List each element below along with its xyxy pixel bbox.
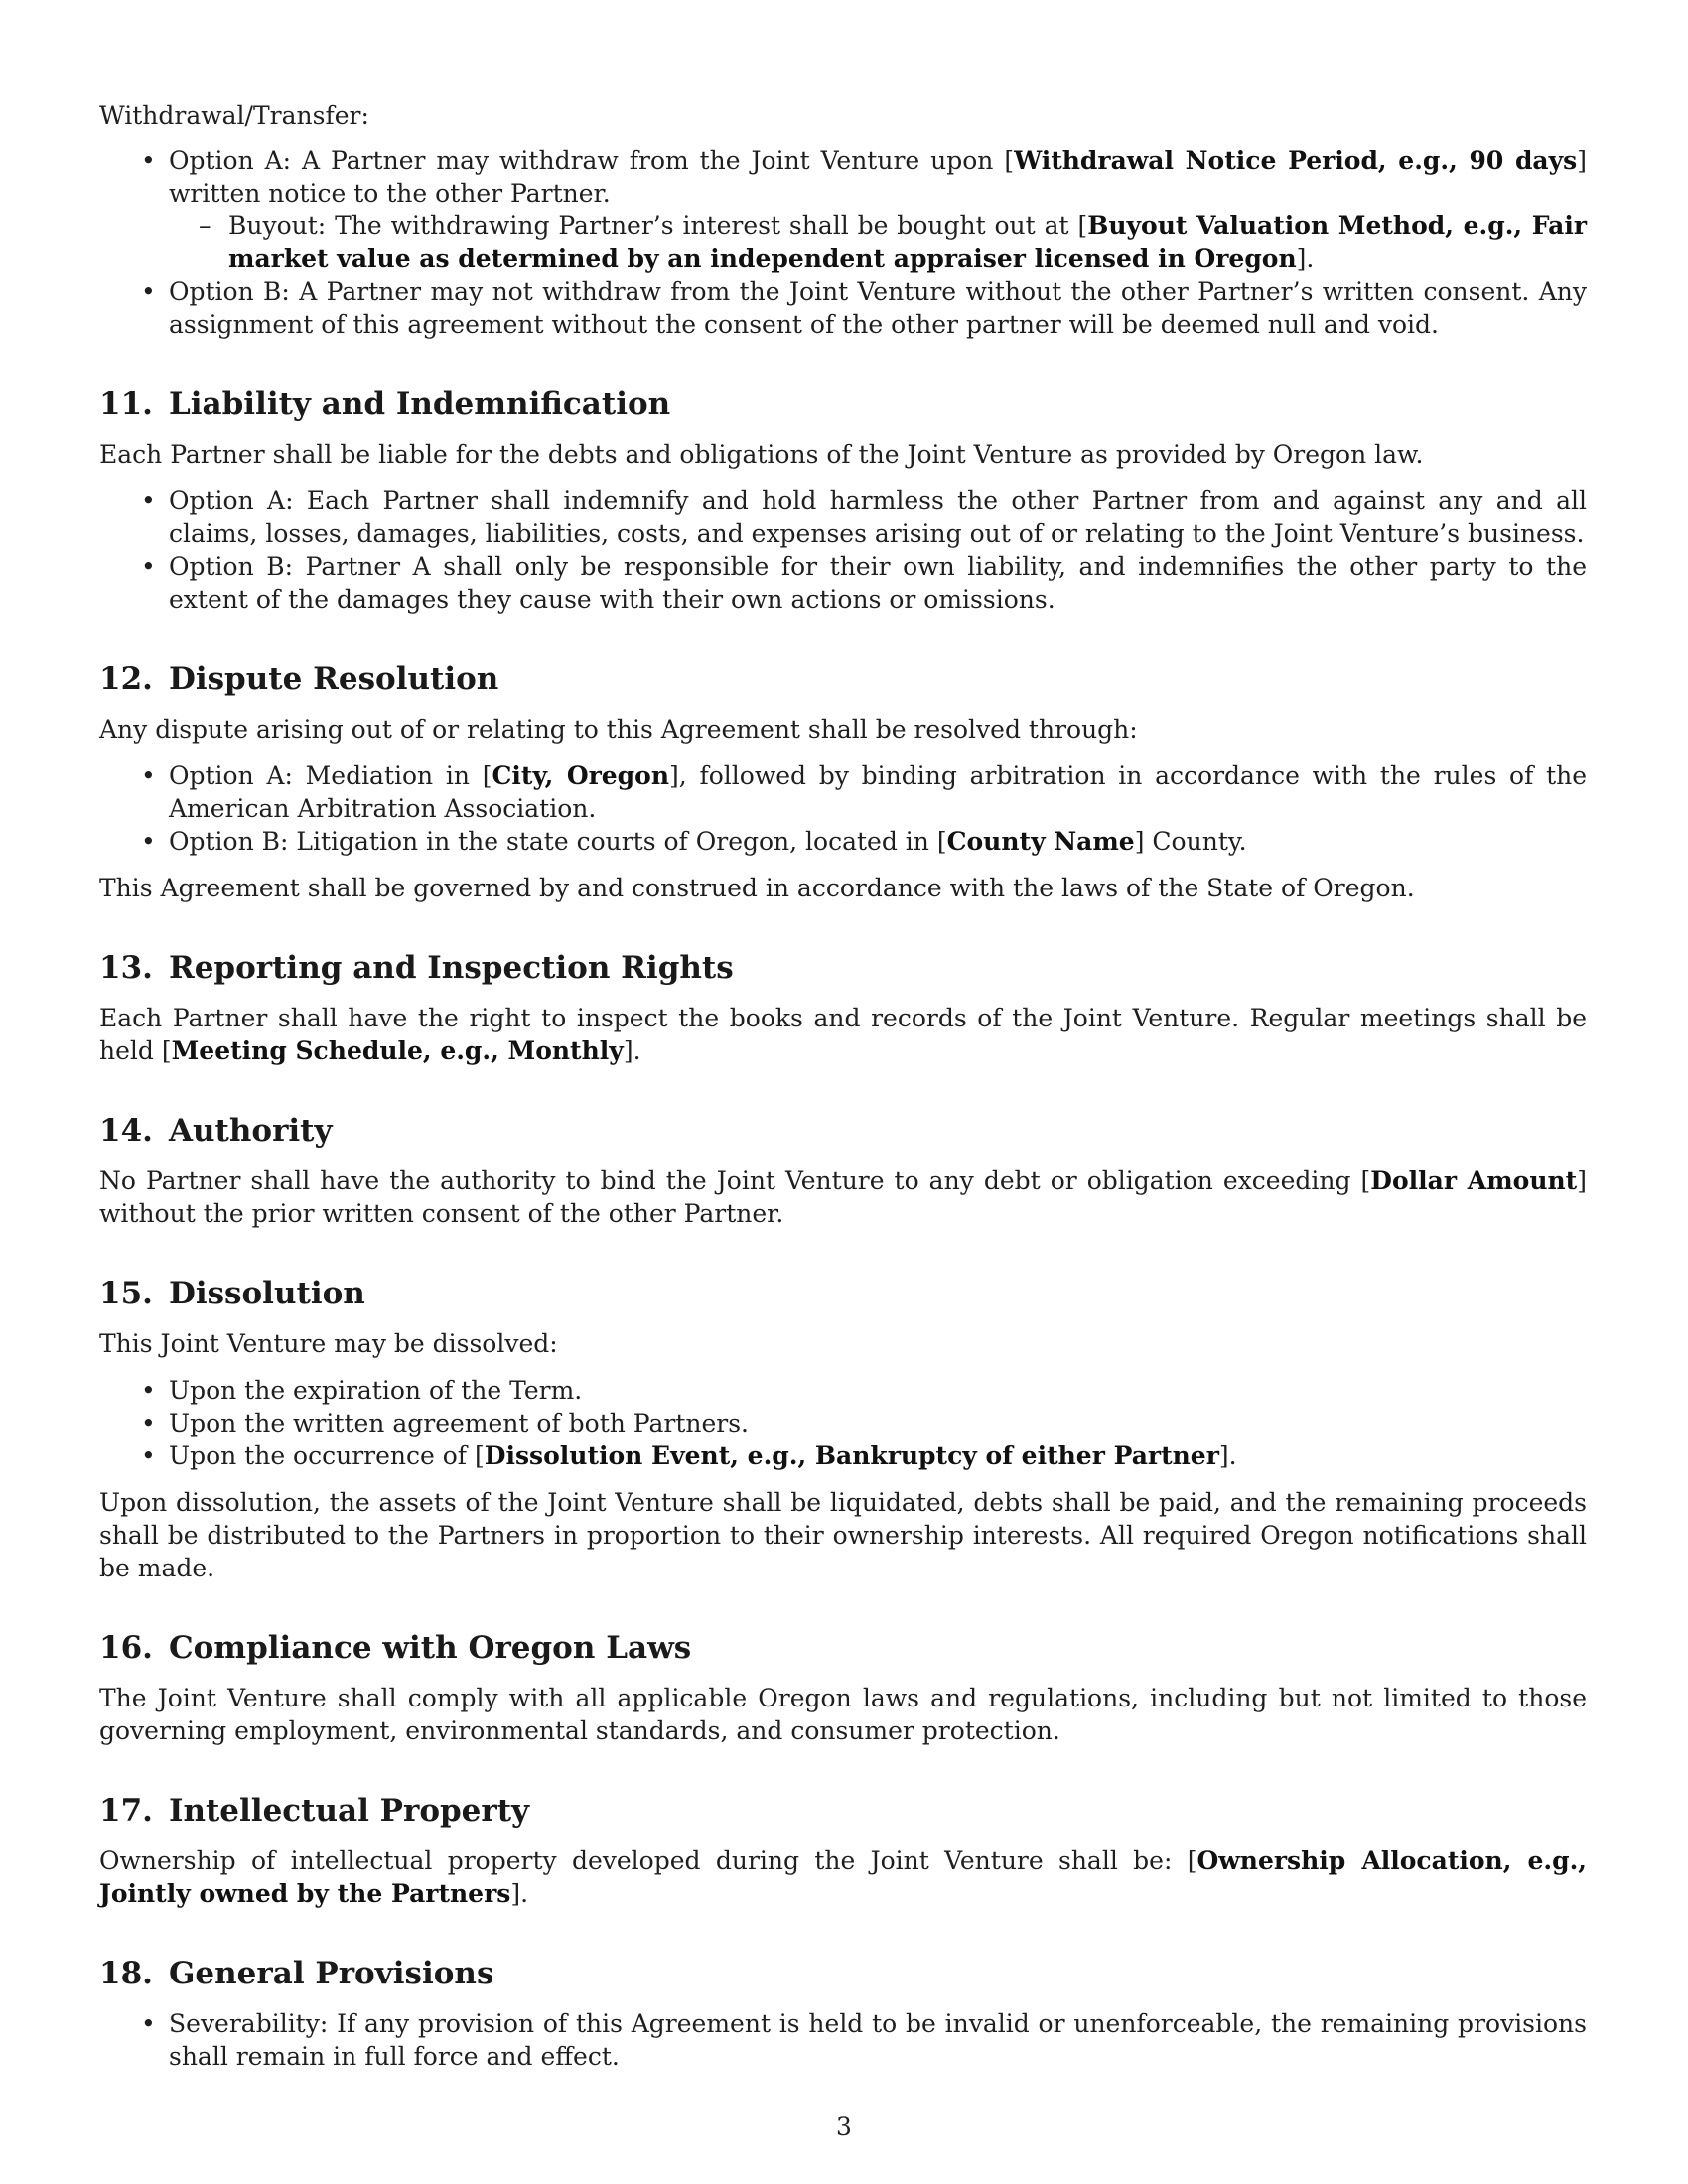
section-12-option-a: • Option A: Mediation in [City, Oregon], followed by binding arbitration in accordance with the rules of the American Arbitration Association. [99,759,1587,825]
withdrawal-suboptions-list [169,209,1587,275]
section-11-option-a: • Option A: Each Partner shall indemnify and hold harmless the other Partner from and against any and all claims, losses, damages, liabilities, costs, and expenses arising out of or relating to the Joint Venture’s business. [99,484,1587,550]
section-heading-18: 18. General Provisions [99,1956,494,1991]
placeholder-city: City, Oregon [492,761,670,790]
placeholder-ownership-allocation: Ownership Allocation, e.g., Jointly owned by the Partners [99,1846,1587,1908]
section-15-list [99,1374,1587,1472]
section-14-body: No Partner shall have the authority to bind the Joint Venture to any debt or obligation exceeding [Dollar Amount] without the prior written consent of the other Partner. [99,1166,1587,1228]
section-12-option-b: • Option B: Litigation in the state courts of Oregon, located in [County Name] County. [99,825,1587,858]
section-18-list [99,2007,1587,2073]
section-11-list [99,484,1587,615]
placeholder-withdrawal-notice: Withdrawal Notice Period, e.g., 90 days [1014,146,1578,175]
section-heading-15: 15. Dissolution [99,1276,365,1311]
section-12-intro: Any dispute arising out of or relating to this Agreement shall be resolved through: [99,715,1138,744]
placeholder-meeting-schedule: Meeting Schedule, e.g., Monthly [171,1036,624,1065]
withdrawal-option-b: • Option B: A Partner may not withdraw from the Joint Venture without the other Partner’s written consent. Any assignment of this agreement without the consent of the other partner will be deemed null and void. [99,275,1587,341]
section-11-option-b: • Option B: Partner A shall only be responsible for their own liability, and indemnifies the other party to the extent of the damages they cause with their own actions or omissions. [99,550,1587,615]
section-18-item-1: • Severability: If any provision of this Agreement is held to be invalid or unenforceable, the remaining provisions shall remain in full force and effect. [99,2007,1587,2073]
section-11-intro: Each Partner shall be liable for the debts and obligations of the Joint Venture as provided by Oregon law. [99,440,1424,469]
section-heading-17: 17. Intellectual Property [99,1793,530,1829]
section-heading-14: 14. Authority [99,1113,333,1149]
document-page [99,99,1587,2087]
placeholder-county: County Name [946,827,1135,856]
section-15-item-3: • Upon the occurrence of [Dissolution Event, e.g., Bankruptcy of either Partner]. [99,1439,1587,1472]
section-heading-13: 13. Reporting and Inspection Rights [99,950,734,986]
section-heading-16: 16. Compliance with Oregon Laws [99,1630,692,1666]
section-heading-12: 12. Dispute Resolution [99,661,499,697]
section-12-closing: This Agreement shall be governed by and construed in accordance with the laws of the State of Oregon. [99,874,1415,902]
section-15-intro: This Joint Venture may be dissolved: [99,1329,558,1358]
placeholder-dissolution-event: Dissolution Event, e.g., Bankruptcy of either Partner [484,1441,1219,1470]
withdrawal-option-a: • Option A: A Partner may withdraw from the Joint Venture upon [Withdrawal Notice Period, e.g., 90 days] written notice to the other Partner. – Buyout: The withdrawing Partner’s interest shall be bought out at [Buyout Valuation Method, e.g., Fair market value as determined by an independent appraiser licensed in Oregon]. [99,144,1587,275]
placeholder-dollar-amount: Dollar Amount [1370,1166,1578,1195]
section-12-list [99,759,1587,858]
withdrawal-heading: Withdrawal/Transfer: [99,101,369,130]
section-16-body: The Joint Venture shall comply with all applicable Oregon laws and regulations, including but not limited to those governing employment, environmental standards, and consumer protection. [99,1684,1587,1745]
withdrawal-options-list [99,144,1587,341]
section-heading-11: 11. Liability and Indemnification [99,386,671,422]
section-13-body: Each Partner shall have the right to inspect the books and records of the Joint Venture. Regular meetings shall be held [Meeting Schedule, e.g., Monthly]. [99,1004,1587,1065]
placeholder-buyout-valuation: Buyout Valuation Method, e.g., Fair market value as determined by an independent appraiser licensed in Oregon [228,211,1587,273]
page-number: 3 [836,2113,852,2141]
section-15-closing: Upon dissolution, the assets of the Joint Venture shall be liquidated, debts shall be paid, and the remaining proceeds shall be distributed to the Partners in proportion to their ownership interests. All required Oregon notifications shall be made. [99,1488,1587,1582]
section-15-item-2: • Upon the written agreement of both Partners. [99,1407,1587,1439]
section-15-item-1: • Upon the expiration of the Term. [99,1374,1587,1407]
section-17-body: Ownership of intellectual property developed during the Joint Venture shall be: [Ownership Allocation, e.g., Jointly owned by the Partners]. [99,1846,1587,1908]
buyout-item: – Buyout: The withdrawing Partner’s interest shall be bought out at [Buyout Valuation Method, e.g., Fair market value as determined by an independent appraiser licensed in Oregon]. [169,209,1587,275]
